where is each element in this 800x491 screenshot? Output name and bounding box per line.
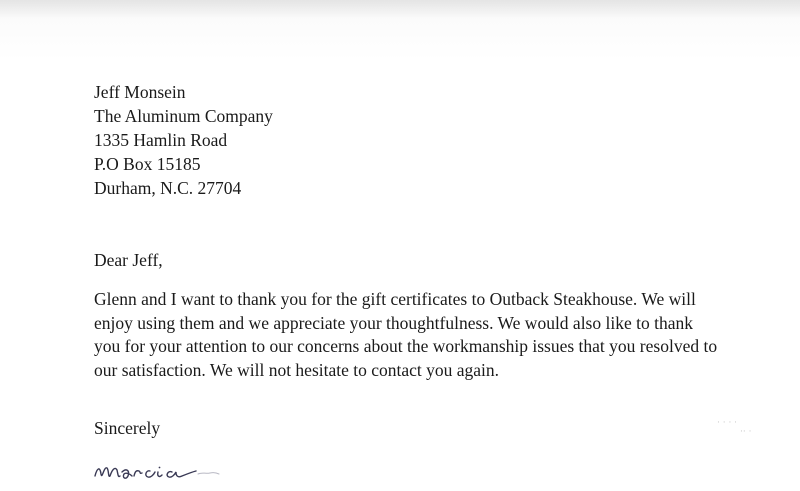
body-line: enjoy using them and we appreciate your thoughtfulness. We would also like to thank <box>94 312 693 333</box>
recipient-company: The Aluminum Company <box>94 106 273 126</box>
handwritten-signature <box>92 452 222 488</box>
recipient-city-state-zip: Durham, N.C. 27704 <box>94 178 242 198</box>
scan-speck: · · · · <box>717 418 738 428</box>
scan-shadow <box>0 0 800 18</box>
body-line: you for your attention to our concerns about the workmanship issues that you resolved to <box>94 336 718 356</box>
recipient-street: 1335 Hamlin Road <box>94 130 228 150</box>
recipient-address-block <box>94 80 273 200</box>
recipient-name: Jeff Monsein <box>94 82 186 102</box>
letter-body <box>94 287 717 381</box>
recipient-po-box: P.O Box 15185 <box>94 154 201 174</box>
salutation: Dear Jeff, <box>94 250 163 270</box>
body-line: Glenn and I want to thank you for the gift certificates to Outback Steakhouse. We will <box>94 289 696 309</box>
scan-speck: ·· · <box>740 427 752 437</box>
body-line: our satisfaction. We will not hesitate to contact you again. <box>94 359 500 380</box>
closing: Sincerely <box>94 418 161 438</box>
